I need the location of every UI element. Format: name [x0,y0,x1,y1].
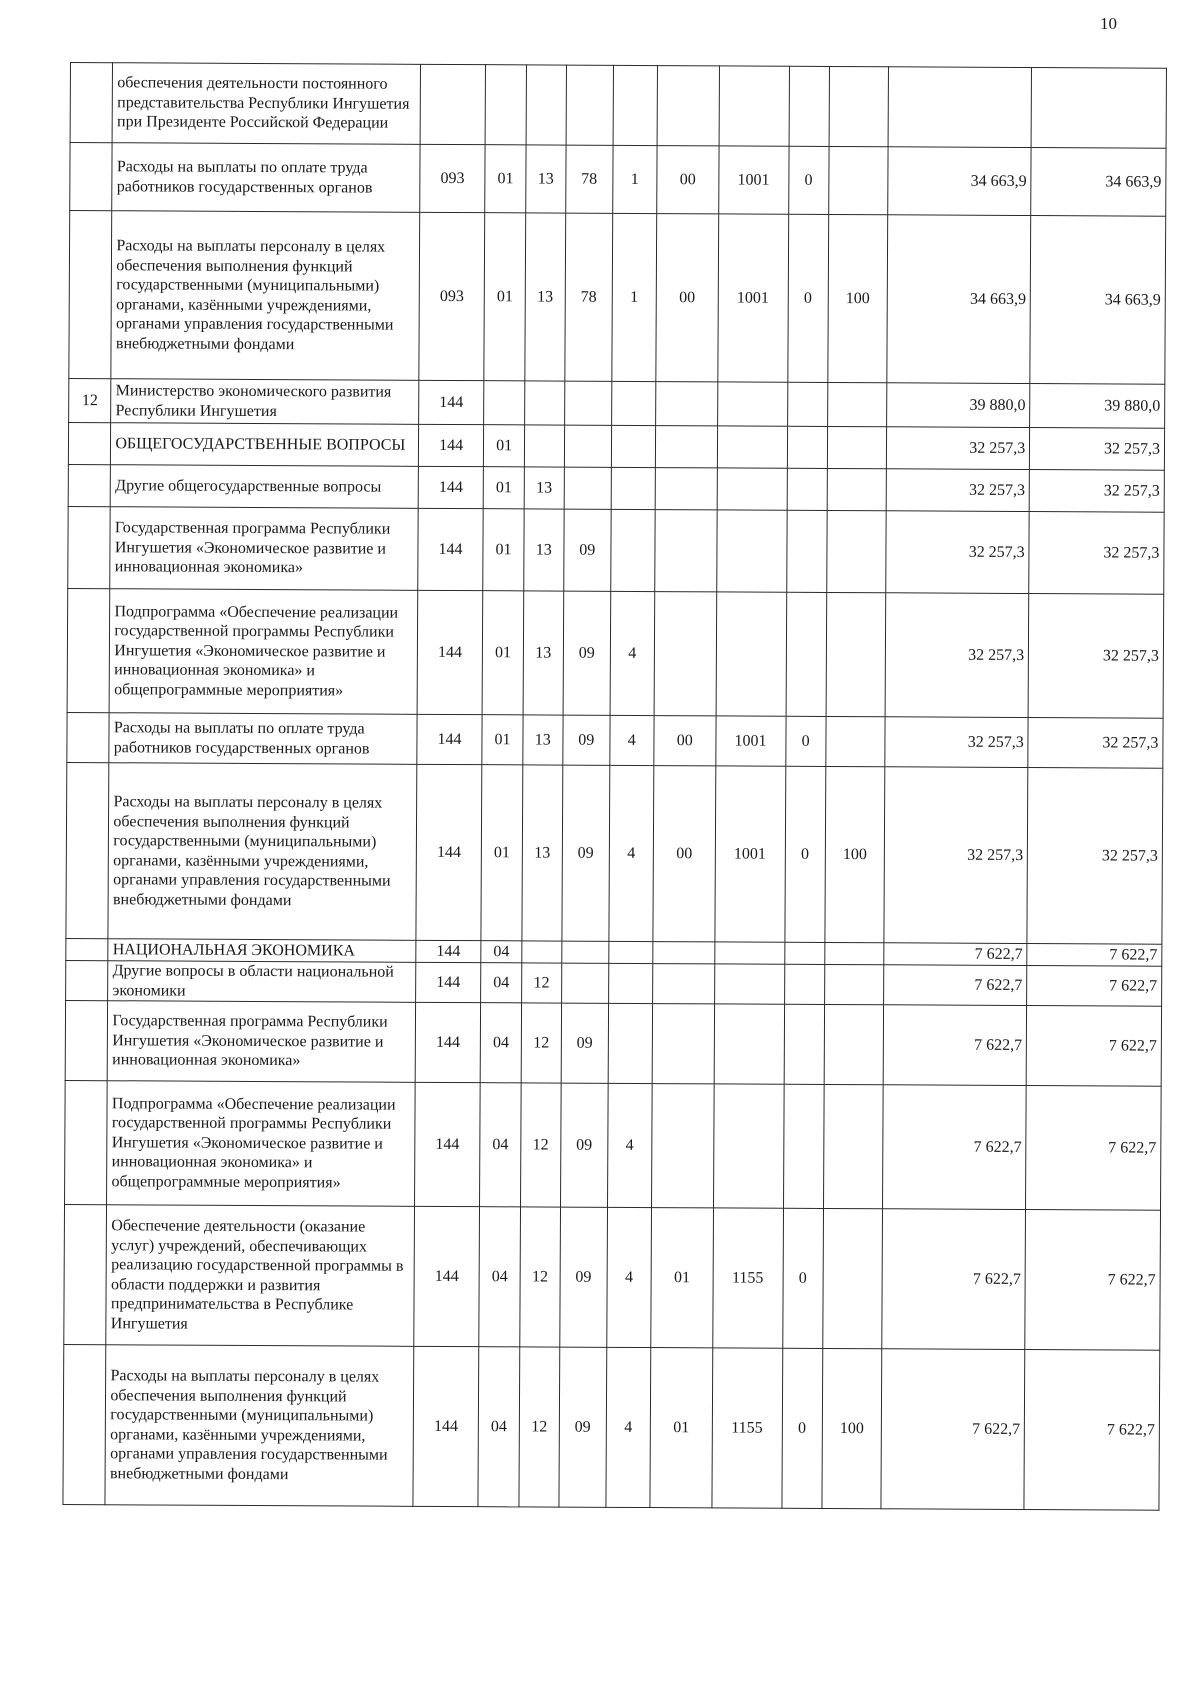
subprogram-code [610,509,655,591]
direction-code [714,964,784,1004]
expense-type-code [824,1004,884,1084]
section-code [484,381,524,425]
ministry-code: 144 [417,714,483,764]
extra-code [787,426,827,468]
expense-type-code: 100 [822,1348,882,1508]
amount-year-1: 7 622,7 [881,1349,1025,1510]
row-name: Обеспечение деятельности (оказание услуг) учреждений, обеспечивающих реализацию государственной программы в области поддержки и развития предпринимательства в Республике Ингушетия [106,1205,414,1347]
amount-year-2: 7 622,7 [1025,1210,1160,1351]
ministry-code: 144 [414,1206,480,1346]
table-row [65,1080,1162,1210]
amount-year-2: 7 622,7 [1027,966,1162,1007]
section-code: 01 [481,765,522,941]
program-code [562,963,609,1003]
program-code: 09 [560,1207,607,1347]
program-code: 09 [561,1083,608,1207]
subprogram-code: 1 [611,213,656,381]
section-code: 01 [484,425,524,467]
extra-code [784,1004,825,1084]
table-row [64,1204,1161,1350]
expense-type-code: 100 [825,766,885,942]
direction-code: 1001 [717,214,788,382]
subsection-code [524,381,564,425]
amount-year-2: 32 257,3 [1027,768,1163,945]
amount-year-2: 7 622,7 [1026,1006,1161,1087]
section-code: 04 [479,1207,520,1347]
row-number [68,464,111,506]
subprogram-code [608,963,653,1003]
main-activity-code: 00 [656,214,718,382]
table-row [63,1344,1160,1510]
amount-year-2: 32 257,3 [1029,470,1164,513]
subprogram-code [613,65,658,145]
table-row [65,1000,1161,1086]
direction-code [713,1084,784,1208]
amount-year-2: 32 257,3 [1030,428,1165,471]
extra-code [783,1084,824,1208]
extra-code [789,66,830,146]
row-number [67,588,110,712]
subprogram-code: 4 [606,1347,651,1507]
row-name: НАЦИОНАЛЬНАЯ ЭКОНОМИКА [108,939,415,963]
section-code: 04 [480,1083,521,1207]
row-name: Расходы на выплаты по оплате труда работников государственных органов [109,713,417,765]
extra-code: 0 [782,1208,823,1348]
table-row [69,378,1165,428]
program-code: 09 [559,1347,606,1507]
table-row [66,762,1163,944]
row-name: Государственная программа Республики Ингушетия «Экономическое развитие и инновационная экономика» [108,1001,416,1083]
subprogram-code: 4 [609,715,654,765]
program-code [564,467,611,509]
subsection-code: 13 [523,715,564,765]
ministry-code: 144 [415,1002,481,1082]
amount-year-2: 34 663,9 [1031,148,1166,217]
expense-type-code [829,146,889,214]
subprogram-code [611,381,656,425]
expense-type-code [823,1084,883,1208]
table-row [68,506,1164,594]
direction-code [717,426,787,468]
ministry-code: 093 [419,144,485,212]
amount-year-1: 39 880,0 [887,383,1030,428]
direction-code [716,510,786,592]
section-code: 01 [485,145,526,213]
amount-year-2: 39 880,0 [1030,384,1165,429]
amount-year-2: 32 257,3 [1028,718,1163,769]
main-activity-code [655,468,717,510]
amount-year-2: 7 622,7 [1026,1086,1161,1211]
main-activity-code: 01 [651,1208,713,1348]
page-number: 10 [1100,14,1117,33]
extra-code: 0 [785,716,826,766]
amount-year-1: 7 622,7 [884,965,1027,1006]
amount-year-1: 32 257,3 [886,511,1030,594]
subprogram-code: 4 [610,591,655,715]
table-row [67,712,1163,768]
section-code: 04 [481,1003,522,1083]
budget-table [62,62,1167,1511]
subprogram-code [608,941,653,963]
expense-type-code [824,964,884,1004]
extra-code: 0 [781,1348,822,1508]
expense-type-code [829,66,889,146]
subprogram-code: 4 [607,1083,652,1207]
ministry-code [420,64,486,144]
amount-year-2: 32 257,3 [1028,594,1163,719]
row-name: ОБЩЕГОСУДАРСТВЕННЫЕ ВОПРОСЫ [111,423,419,467]
row-number [66,938,109,960]
expense-type-code [827,426,887,468]
section-code: 01 [483,591,524,715]
direction-code: 1001 [718,146,788,214]
subsection-code [522,941,562,963]
program-code [565,381,612,425]
section-code: 04 [478,1347,519,1507]
amount-year-2 [1031,68,1166,149]
direction-code [716,592,787,716]
expense-type-code: 100 [828,214,888,382]
main-activity-code: 00 [654,716,716,766]
subprogram-code [611,425,656,467]
expense-type-code [823,1208,883,1348]
main-activity-code [657,66,719,146]
main-activity-code [654,592,716,716]
extra-code: 0 [787,214,828,382]
program-code [566,65,613,145]
subsection-code: 13 [523,591,564,715]
ministry-code: 144 [416,764,483,940]
table-row [69,211,1166,385]
program-code [564,425,611,467]
row-number [64,1204,107,1344]
direction-code: 1001 [715,716,785,766]
program-code: 09 [562,765,610,941]
row-name: Другие вопросы в области национальной экономики [108,961,416,1003]
subprogram-code [611,467,656,509]
table-row [70,143,1166,217]
row-name: Расходы на выплаты персоналу в целях обеспечения выполнения функций государственными (муниципальными) органами, казёнными учреждениями, органами управления государственными внебюджетными фондами [111,211,419,381]
extra-code: 0 [784,766,825,942]
expense-type-code [826,716,886,766]
ministry-code: 144 [417,590,483,714]
section-code: 01 [484,467,524,509]
amount-year-1: 7 622,7 [883,1085,1027,1210]
subsection-code [526,65,567,145]
ministry-code: 144 [418,380,484,424]
direction-code [714,1004,784,1084]
ministry-code: 144 [415,962,481,1002]
main-activity-code [652,1004,714,1084]
subsection-code: 12 [519,1347,560,1507]
extra-code [787,382,827,426]
program-code: 09 [563,715,610,765]
row-name: Подпрограмма «Обеспечение реализации государственной программы Республики Ингушетия «Экономическое развитие и инновационная экономика» и общепрограммные мероприятия» [109,589,417,715]
expense-type-code [827,382,887,426]
expense-type-code [827,510,887,592]
subsection-code: 12 [521,1003,562,1083]
main-activity-code [655,510,717,592]
direction-code [717,382,787,426]
main-activity-code: 00 [657,146,719,214]
direction-code [719,66,789,146]
subsection-code: 13 [524,467,564,509]
row-number: 12 [69,378,112,422]
amount-year-1: 34 663,9 [887,215,1031,384]
amount-year-1: 7 622,7 [884,943,1027,966]
main-activity-code [656,382,718,426]
subsection-code: 12 [520,1083,561,1207]
amount-year-1: 7 622,7 [882,1209,1026,1350]
program-code: 78 [565,213,613,381]
table-row [68,464,1164,512]
ministry-code: 144 [418,424,484,466]
main-activity-code [656,426,718,468]
table-row [66,960,1162,1006]
amount-year-1: 32 257,3 [885,593,1029,718]
section-code: 01 [482,715,523,765]
amount-year-1: 32 257,3 [884,767,1028,944]
subsection-code: 13 [523,509,564,591]
table-row [70,63,1166,149]
row-name: Расходы на выплаты персоналу в целях обеспечения выполнения функций государственными (муниципальными) органами, казёнными учреждениями, органами управления государственными внебюджетными фондами [108,763,416,941]
main-activity-code: 00 [653,766,715,942]
amount-year-1 [888,67,1032,148]
subsection-code: 13 [525,213,566,381]
row-number [70,143,113,211]
row-number [66,960,109,1000]
subprogram-code [608,1003,653,1083]
row-name: обеспечения деятельности постоянного представительства Республики Ингушетия при Президенте Российской Федерации [112,63,420,145]
program-code: 09 [561,1003,608,1083]
row-name: Расходы на выплаты персоналу в целях обеспечения выполнения функций государственными (муниципальными) органами, казёнными учреждениями, органами управления государственными внебюджетными фондами [105,1345,413,1507]
amount-year-1: 34 663,9 [888,147,1031,216]
subprogram-code: 1 [612,145,657,213]
program-code [562,941,609,963]
expense-type-code [826,592,886,716]
extra-code [784,942,824,964]
program-code: 09 [563,591,610,715]
row-name: Государственная программа Республики Ингушетия «Экономическое развитие и инновационная экономика» [110,507,418,591]
row-number [70,63,113,143]
subsection-code: 12 [521,963,561,1003]
row-name: Расходы на выплаты по оплате труда работников государственных органов [112,143,420,213]
ministry-code: 144 [414,1082,480,1206]
amount-year-1: 32 257,3 [885,717,1028,768]
main-activity-code [653,964,715,1004]
direction-code [717,468,787,510]
program-code: 09 [564,509,611,591]
subprogram-code: 4 [609,765,654,941]
ministry-code: 144 [413,1346,480,1506]
ministry-code: 144 [416,940,482,962]
direction-code: 1001 [715,766,786,942]
row-name: Министерство экономического развития Республики Ингушетия [111,379,419,425]
row-number [68,506,111,588]
extra-code [786,510,827,592]
extra-code [786,592,827,716]
subprogram-code: 4 [606,1207,651,1347]
ministry-code: 144 [418,466,484,508]
section-code [486,65,527,145]
row-number [67,712,110,762]
row-number [66,762,109,938]
amount-year-2: 7 622,7 [1027,944,1162,967]
subsection-code [524,425,564,467]
program-code: 78 [566,145,613,213]
expense-type-code [827,468,887,510]
table-row [68,422,1164,470]
amount-year-2: 32 257,3 [1029,512,1164,595]
extra-code [784,964,824,1004]
amount-year-2: 34 663,9 [1030,216,1166,385]
amount-year-2: 7 622,7 [1024,1350,1160,1511]
extra-code [787,468,827,510]
main-activity-code: 01 [650,1348,712,1508]
direction-code [714,942,784,964]
row-number [65,1000,108,1080]
amount-year-1: 32 257,3 [887,427,1030,470]
amount-year-1: 32 257,3 [886,469,1029,512]
extra-code: 0 [788,146,829,214]
main-activity-code [653,942,715,964]
row-name: Подпрограмма «Обеспечение реализации государственной программы Республики Ингушетия «Экономическое развитие и инновационная экономика» и общепрограммные мероприятия» [107,1081,415,1207]
ministry-code: 093 [419,212,486,380]
row-number [65,1080,108,1204]
row-name: Другие общегосударственные вопросы [111,465,419,509]
direction-code: 1155 [712,1208,783,1348]
direction-code: 1155 [712,1348,783,1508]
subsection-code: 13 [522,765,563,941]
subsection-code: 12 [520,1207,561,1347]
row-number [68,422,111,464]
section-code: 04 [481,941,521,963]
row-number [63,1344,106,1504]
table-row [67,588,1164,718]
expense-type-code [825,942,884,964]
section-code: 01 [484,213,525,381]
main-activity-code [652,1084,714,1208]
subsection-code: 13 [525,145,566,213]
row-number [69,211,112,379]
amount-year-1: 7 622,7 [883,1005,1027,1086]
section-code: 04 [481,963,521,1003]
ministry-code: 144 [418,508,484,590]
section-code: 01 [483,509,524,591]
